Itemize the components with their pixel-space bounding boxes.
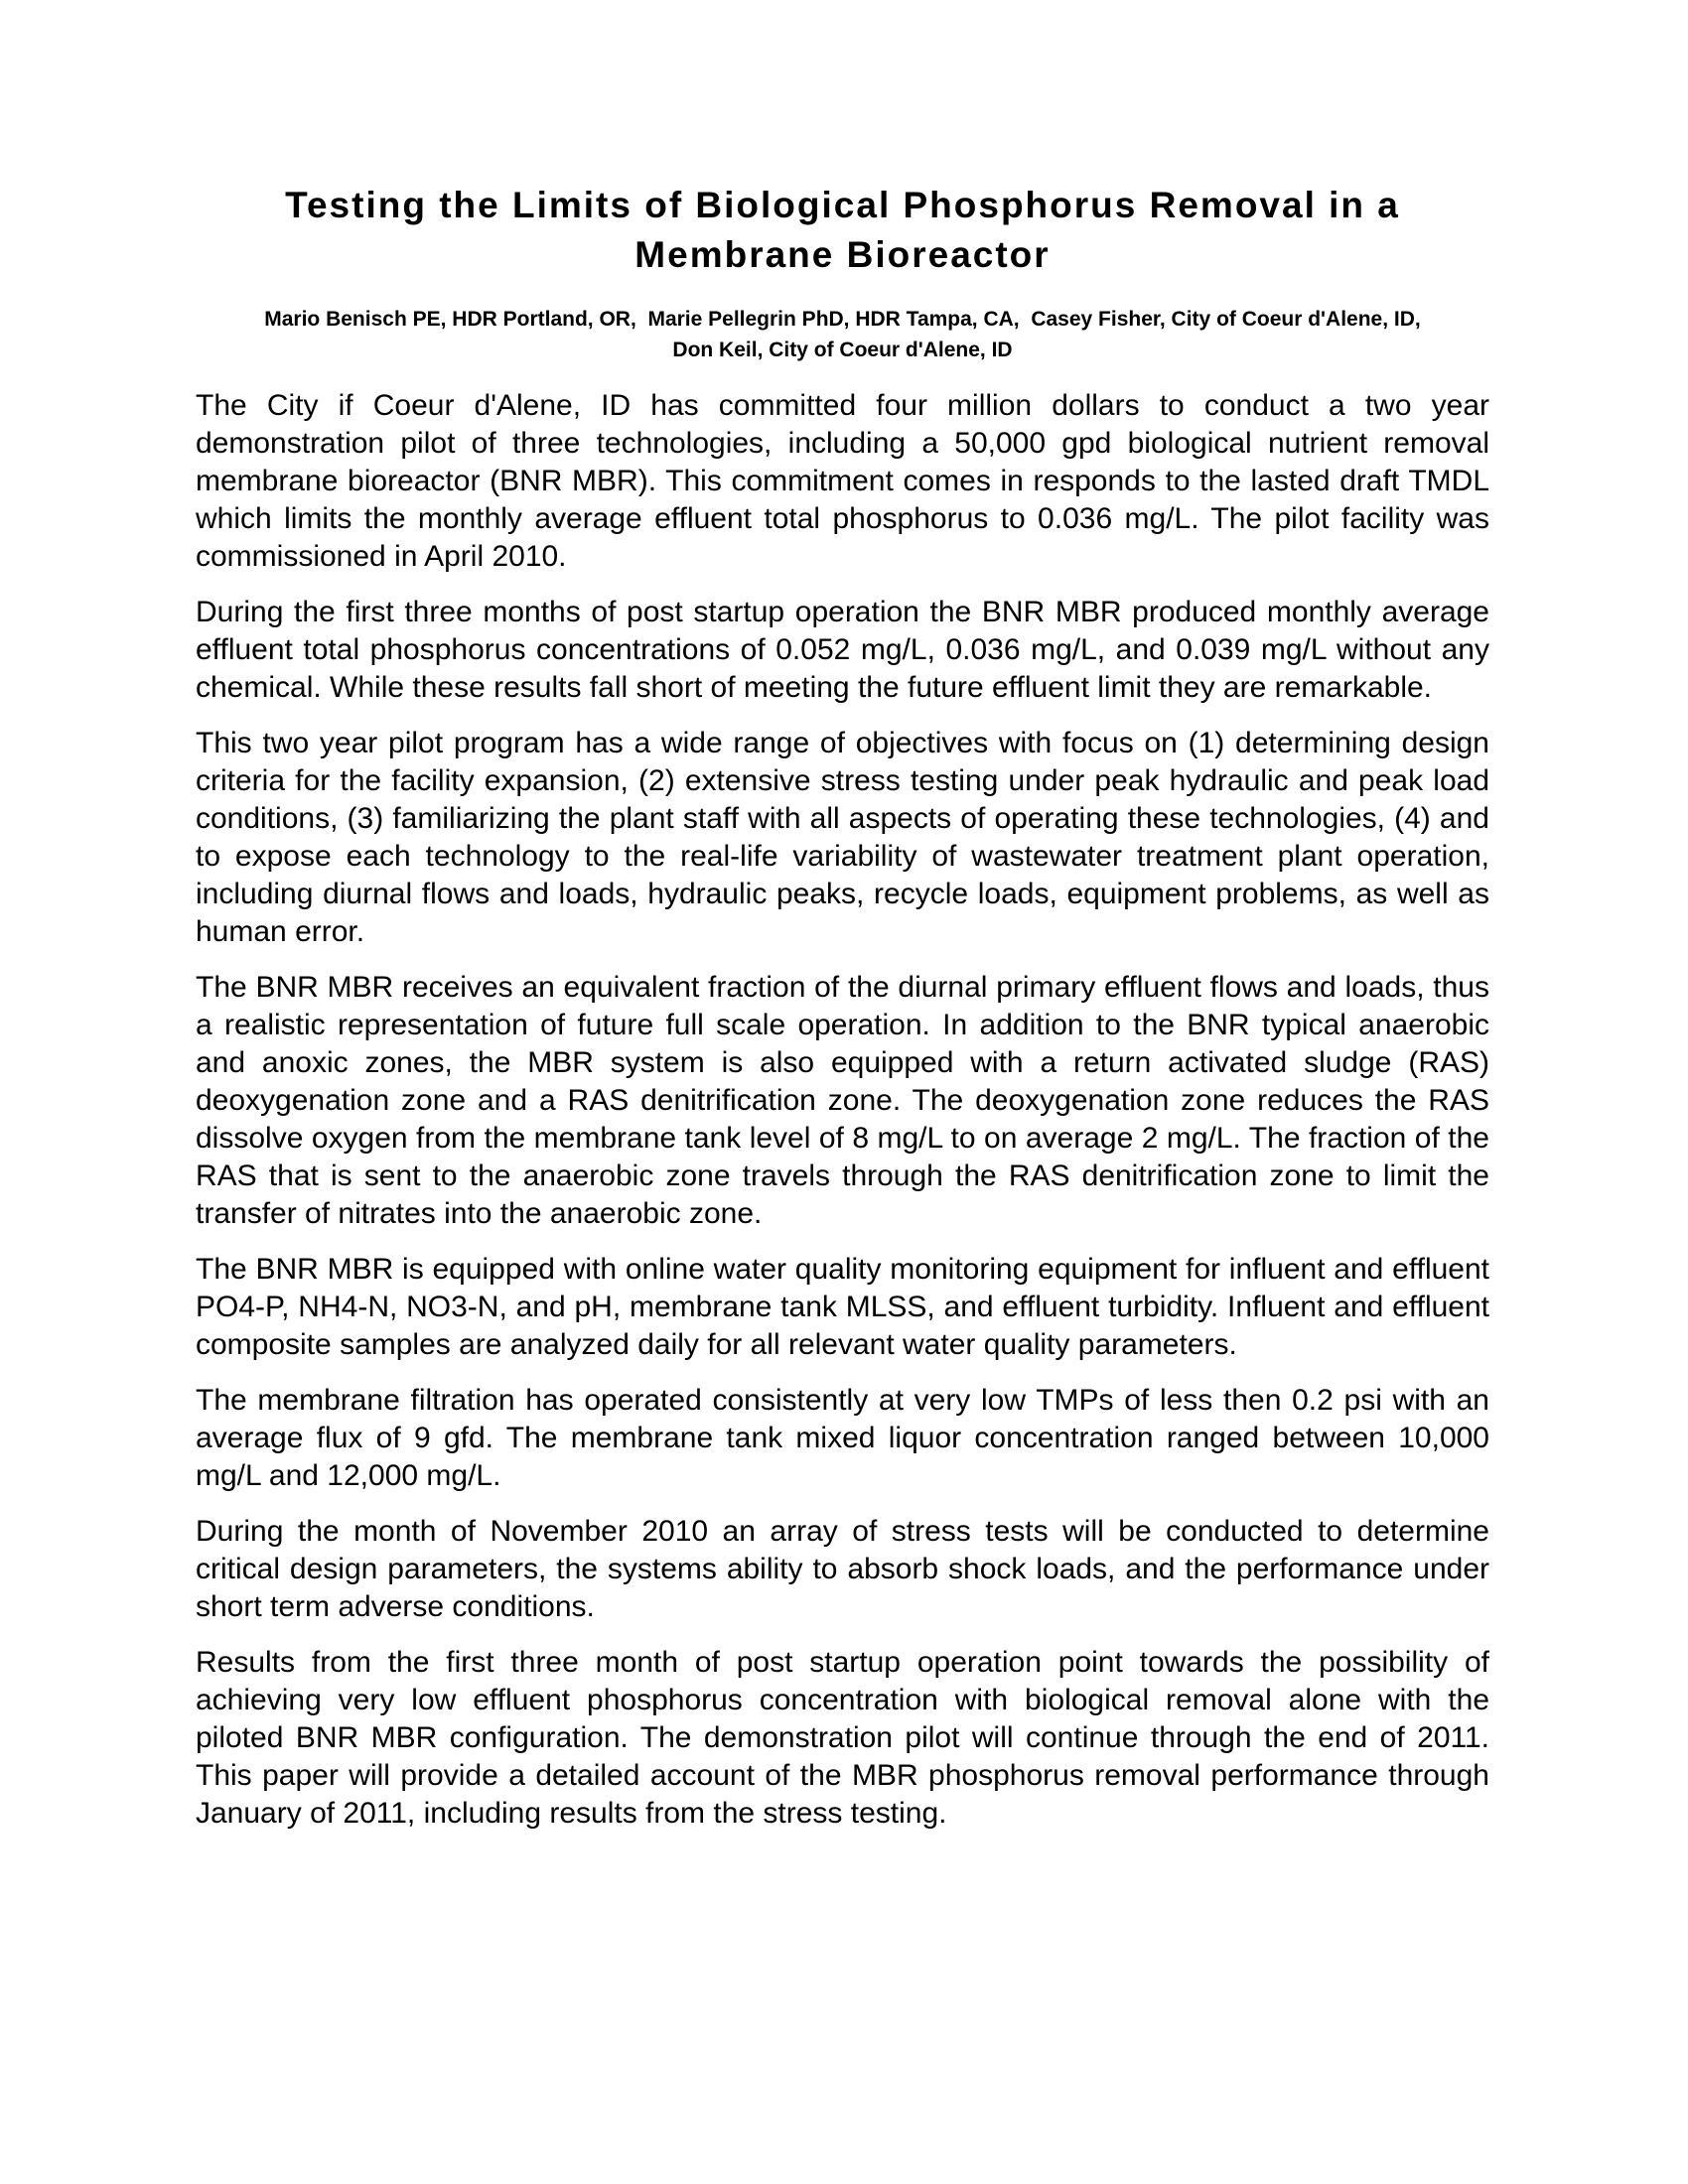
abstract-paragraph-7: During the month of November 2010 an array of stress tests will be conducted to determine critical design parameters, the systems ability to absorb shock loads, and the performance under short term adverse conditions. — [196, 1515, 1489, 1623]
authors-line-2: Don Keil, City of Coeur d'Alene, ID — [672, 339, 1013, 361]
paper-title-line-2: Membrane Bioreactor — [634, 234, 1051, 275]
abstract-body — [196, 387, 1489, 1833]
authors-line-1: Mario Benisch PE, HDR Portland, OR, Marie Pellegrin PhD, HDR Tampa, CA, Casey Fisher, City of Coeur d'Alene, ID, — [264, 308, 1421, 331]
abstract-paragraph-8: Results from the first three month of post startup operation point towards the possibility of achieving very low effluent phosphorus concentration with biological removal alone with the piloted BNR MBR configuration. The demonstration pilot will continue through the end of 2011. This paper will provide a detailed account of the MBR phosphorus removal performance through January of 2011, including results from the stress testing. — [196, 1646, 1489, 1830]
abstract-paragraph-5: The BNR MBR is equipped with online water quality monitoring equipment for influent and effluent PO4-P, NH4-N, NO3-N, and pH, membrane tank MLSS, and effluent turbidity. Influent and effluent composite samples are analyzed daily for all relevant water quality parameters. — [196, 1253, 1489, 1361]
abstract-paragraph-6: The membrane filtration has operated consistently at very low TMPs of less then 0.2 psi with an average flux of 9 gfd. The membrane tank mixed liquor concentration ranged between 10,000 mg/L and 12,000 mg/L. — [196, 1384, 1489, 1492]
paper-title-line-1: Testing the Limits of Biological Phosphorus Removal in a — [285, 185, 1400, 225]
abstract-paragraph-3: This two year pilot program has a wide range of objectives with focus on (1) determining design criteria for the facility expansion, (2) extensive stress testing under peak hydraulic and peak load conditions, (3) familiarizing the plant staff with all aspects of operating these technologies, (4) and to expose each technology to the real-life variability of wastewater treatment plant operation, including diurnal flows and loads, hydraulic peaks, recycle loads, equipment problems, as well as human error. — [196, 727, 1489, 948]
paper-title — [196, 181, 1489, 280]
abstract-paragraph-2: During the first three months of post startup operation the BNR MBR produced monthly average effluent total phosphorus concentrations of 0.052 mg/L, 0.036 mg/L, and 0.039 mg/L without any chemical. While these results fall short of meeting the future effluent limit they are remarkable. — [196, 596, 1489, 704]
abstract-paragraph-4: The BNR MBR receives an equivalent fraction of the diurnal primary effluent flows and loads, thus a realistic representation of future full scale operation. In addition to the BNR typical anaerobic and anoxic zones, the MBR system is also equipped with a return activated sludge (RAS) deoxygenation zone and a RAS denitrification zone. The deoxygenation zone reduces the RAS dissolve oxygen from the membrane tank level of 8 mg/L to on average 2 mg/L. The fraction of the RAS that is sent to the anaerobic zone travels through the RAS denitrification zone to limit the transfer of nitrates into the anaerobic zone. — [196, 971, 1489, 1230]
authors-block — [196, 304, 1489, 365]
abstract-paragraph-1: The City if Coeur d'Alene, ID has committed four million dollars to conduct a two year demonstration pilot of three technologies, including a 50,000 gpd biological nutrient removal membrane bioreactor (BNR MBR). This commitment comes in responds to the lasted draft TMDL which limits the monthly average effluent total phosphorus to 0.036 mg/L. The pilot facility was commissioned in April 2010. — [196, 389, 1489, 573]
